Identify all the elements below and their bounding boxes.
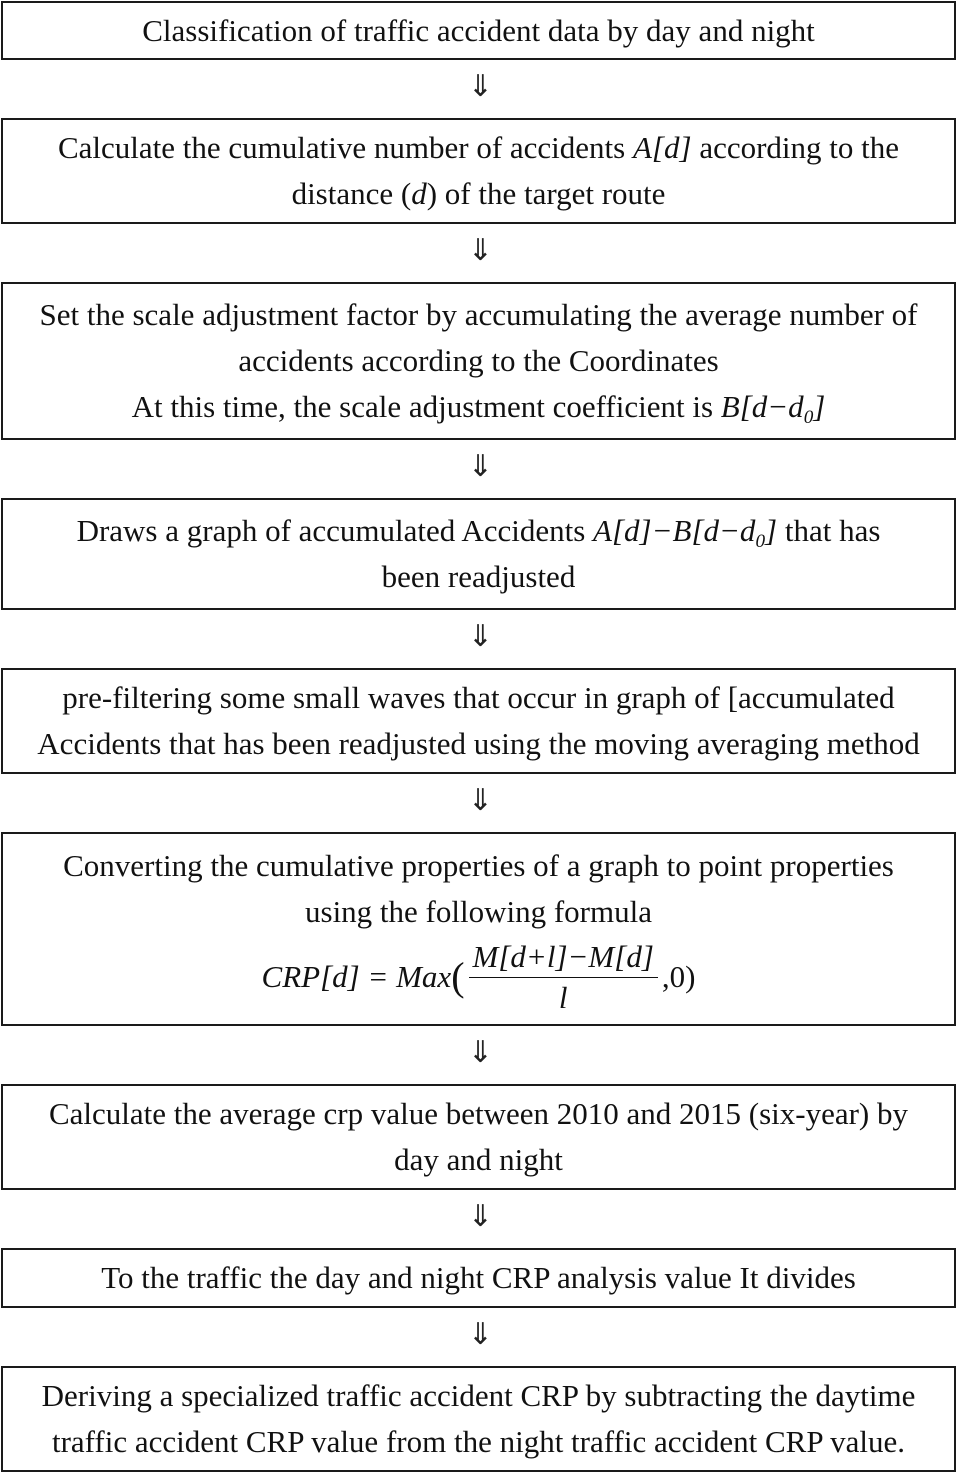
math-a-minus-b-base: A[d]−B[d−d (593, 513, 756, 548)
formula-denominator: l (558, 979, 568, 1015)
step-2-text-a: Calculate the cumulative number of accidents (57, 130, 633, 165)
flow-step-3 (1, 282, 956, 440)
down-arrow-icon: ⇓ (467, 1317, 494, 1352)
down-arrow-icon: ⇓ (467, 1035, 494, 1070)
math-subscript-zero: 0 (755, 530, 766, 552)
step-6-line-2: using the following formula (305, 893, 652, 929)
flow-step-9 (1, 1366, 956, 1472)
formula-fraction (469, 939, 658, 1016)
flow-step-7 (1, 1084, 956, 1190)
step-2-line-2 (292, 171, 666, 217)
down-arrow-icon: ⇓ (467, 783, 494, 818)
step-1-text: Classification of traffic accident data by day and night (142, 12, 815, 48)
formula-open-paren: ( (451, 954, 465, 999)
flow-step-1 (1, 1, 956, 60)
flow-step-8 (1, 1248, 956, 1308)
step-4-text-a: Draws a graph of accumulated Accidents (76, 513, 594, 548)
flow-step-5 (1, 668, 956, 774)
math-close-bracket: ] (765, 513, 778, 548)
step-5-line-1: pre-filtering some small waves that occur in graph of [accumulated (62, 680, 895, 715)
formula-lhs: CRP[d] = Max (261, 959, 452, 994)
step-8-text: To the traffic the day and night CRP analysis value It divides (101, 1260, 856, 1295)
step-7-line-2: day and night (394, 1142, 563, 1177)
step-3-line-2: accidents according to the Coordinates (238, 343, 719, 378)
step-2-text-c: distance ( (291, 176, 412, 211)
formula-tail: ,0) (661, 959, 696, 994)
math-subscript-zero: 0 (803, 406, 814, 428)
step-9-line-1: Deriving a specialized traffic accident CRP by subtracting the daytime (41, 1378, 916, 1413)
step-2-text-d: ) of the target route (426, 176, 666, 211)
math-close-bracket: ] (813, 389, 826, 424)
step-3-line-1: Set the scale adjustment factor by accumulating the average number of (39, 297, 918, 332)
math-a-minus-b-expression (593, 513, 778, 552)
down-arrow-icon: ⇓ (467, 69, 494, 104)
step-4-text-b: that has (777, 513, 881, 548)
flow-step-6 (1, 832, 956, 1026)
step-2-text-b: according to the (691, 130, 900, 165)
step-2-line-1 (58, 125, 899, 171)
step-4-line-2: been readjusted (381, 559, 576, 594)
formula-numerator: M[d+l]−M[d] (469, 939, 658, 978)
step-3-line-3 (132, 384, 826, 430)
down-arrow-icon: ⇓ (467, 233, 494, 268)
step-9-line-2: traffic accident CRP value from the night traffic accident CRP value. (51, 1424, 906, 1459)
math-d: d (411, 176, 427, 211)
step-3-text-a: At this time, the scale adjustment coefficient is (131, 389, 721, 424)
step-5-line-2: Accidents that has been readjusted using the moving averaging method (37, 726, 920, 761)
math-b-expression (720, 389, 826, 428)
flow-step-2 (1, 118, 956, 224)
step-7-line-1: Calculate the average crp value between 2010 and 2015 (six-year) by (48, 1096, 909, 1131)
math-a-of-d: A[d] (632, 130, 692, 165)
flow-step-4 (1, 498, 956, 610)
down-arrow-icon: ⇓ (467, 1199, 494, 1234)
crp-formula (262, 939, 696, 1016)
step-4-line-1 (77, 508, 881, 554)
down-arrow-icon: ⇓ (467, 449, 494, 484)
down-arrow-icon: ⇓ (467, 619, 494, 654)
math-b-base: B[d−d (720, 389, 804, 424)
step-6-line-1: Converting the cumulative properties of a graph to point properties (63, 847, 894, 883)
